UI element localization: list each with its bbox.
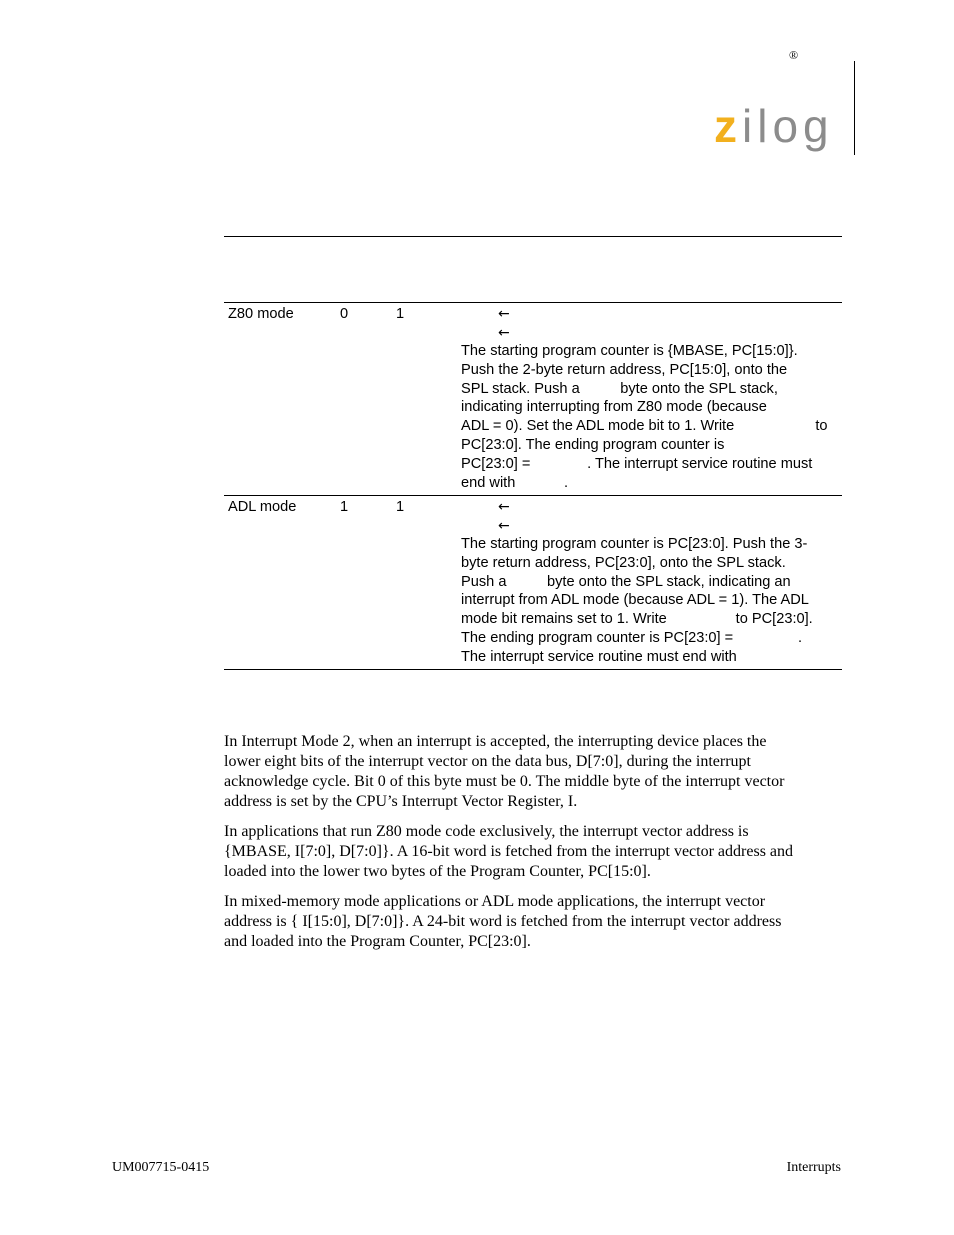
- footer-section-name: Interrupts: [786, 1160, 841, 1175]
- paragraph-line: and loaded into the Program Counter, PC[23:0].: [224, 933, 531, 950]
- operation-description: [461, 535, 837, 667]
- description-line: SPL stack. Push a byte onto the SPL stack,: [461, 380, 778, 397]
- logo-divider: [854, 61, 855, 155]
- adl-value-cell: 1: [340, 499, 349, 515]
- paragraph-line: In Interrupt Mode 2, when an interrupt is accepted, the interrupting device places the: [224, 733, 767, 750]
- madl-value-cell: 1: [396, 306, 405, 322]
- description-line: byte return address, PC[23:0], onto the SPL stack.: [461, 554, 786, 571]
- description-line: end with .: [461, 474, 569, 491]
- paragraph-line: loaded into the lower two bytes of the Program Counter, PC[15:0].: [224, 863, 651, 880]
- arrow-left-icon: ←: [498, 306, 510, 322]
- paragraph-line: In applications that run Z80 mode code exclusively, the interrupt vector address is: [224, 823, 749, 840]
- description-line: ADL = 0). Set the ADL mode bit to 1. Write to: [461, 418, 828, 435]
- logo-letter-z: z: [714, 104, 737, 152]
- description-line: interrupt from ADL mode (because ADL = 1). The ADL: [461, 592, 809, 609]
- paragraph-line: address is set by the CPU’s Interrupt Vector Register, I.: [224, 793, 578, 810]
- paragraph-z80-mode: [224, 822, 844, 882]
- table-row-rule: [224, 495, 842, 496]
- description-line: Push the 2-byte return address, PC[15:0], onto the: [461, 361, 788, 378]
- description-line: The interrupt service routine must end with: [461, 648, 737, 665]
- description-line: PC[23:0]. The ending program counter is: [461, 436, 725, 453]
- description-line: mode bit remains set to 1. Write to PC[23:0].: [461, 611, 813, 628]
- description-line: indicating interrupting from Z80 mode (because: [461, 399, 767, 416]
- description-line: The ending program counter is PC[23:0] = .: [461, 629, 803, 646]
- description-line: PC[23:0] = . The interrupt service routine must: [461, 455, 813, 472]
- zilog-logo: [714, 104, 844, 160]
- table-header-rule: [224, 302, 842, 303]
- mode-cell: Z80 mode: [228, 306, 294, 322]
- table-bottom-rule: [224, 669, 842, 670]
- madl-value-cell: 1: [396, 499, 405, 515]
- operation-description: [461, 342, 837, 492]
- arrow-left-icon: ←: [498, 499, 510, 515]
- mode-cell: ADL mode: [228, 499, 297, 515]
- logo-letters: ilog: [742, 104, 834, 152]
- paragraph-interrupt-mode-2: [224, 732, 844, 812]
- paragraph-adl-mode: [224, 892, 844, 952]
- arrow-left-icon: ←: [498, 325, 510, 341]
- paragraph-line: In mixed-memory mode applications or ADL mode applications, the interrupt vector: [224, 893, 766, 910]
- paragraph-line: address is { I[15:0], D[7:0]}. A 24-bit word is fetched from the interrupt vector address: [224, 913, 782, 930]
- paragraph-line: acknowledge cycle. Bit 0 of this byte must be 0. The middle byte of the interrupt vector: [224, 773, 785, 790]
- paragraph-line: lower eight bits of the interrupt vector on the data bus, D[7:0], during the interrupt: [224, 753, 751, 770]
- adl-value-cell: 0: [340, 306, 349, 322]
- table-top-rule: [224, 236, 842, 237]
- registered-mark: ®: [789, 48, 799, 62]
- footer-doc-number: UM007715-0415: [112, 1160, 210, 1175]
- arrow-left-icon: ←: [498, 518, 510, 534]
- paragraph-line: {MBASE, I[7:0], D[7:0]}. A 16-bit word is fetched from the interrupt vector address and: [224, 843, 794, 860]
- description-line: The starting program counter is PC[23:0]. Push the 3-: [461, 536, 808, 552]
- description-line: Push a byte onto the SPL stack, indicating an: [461, 573, 791, 590]
- description-line: The starting program counter is {MBASE, PC[15:0]}.: [461, 343, 798, 359]
